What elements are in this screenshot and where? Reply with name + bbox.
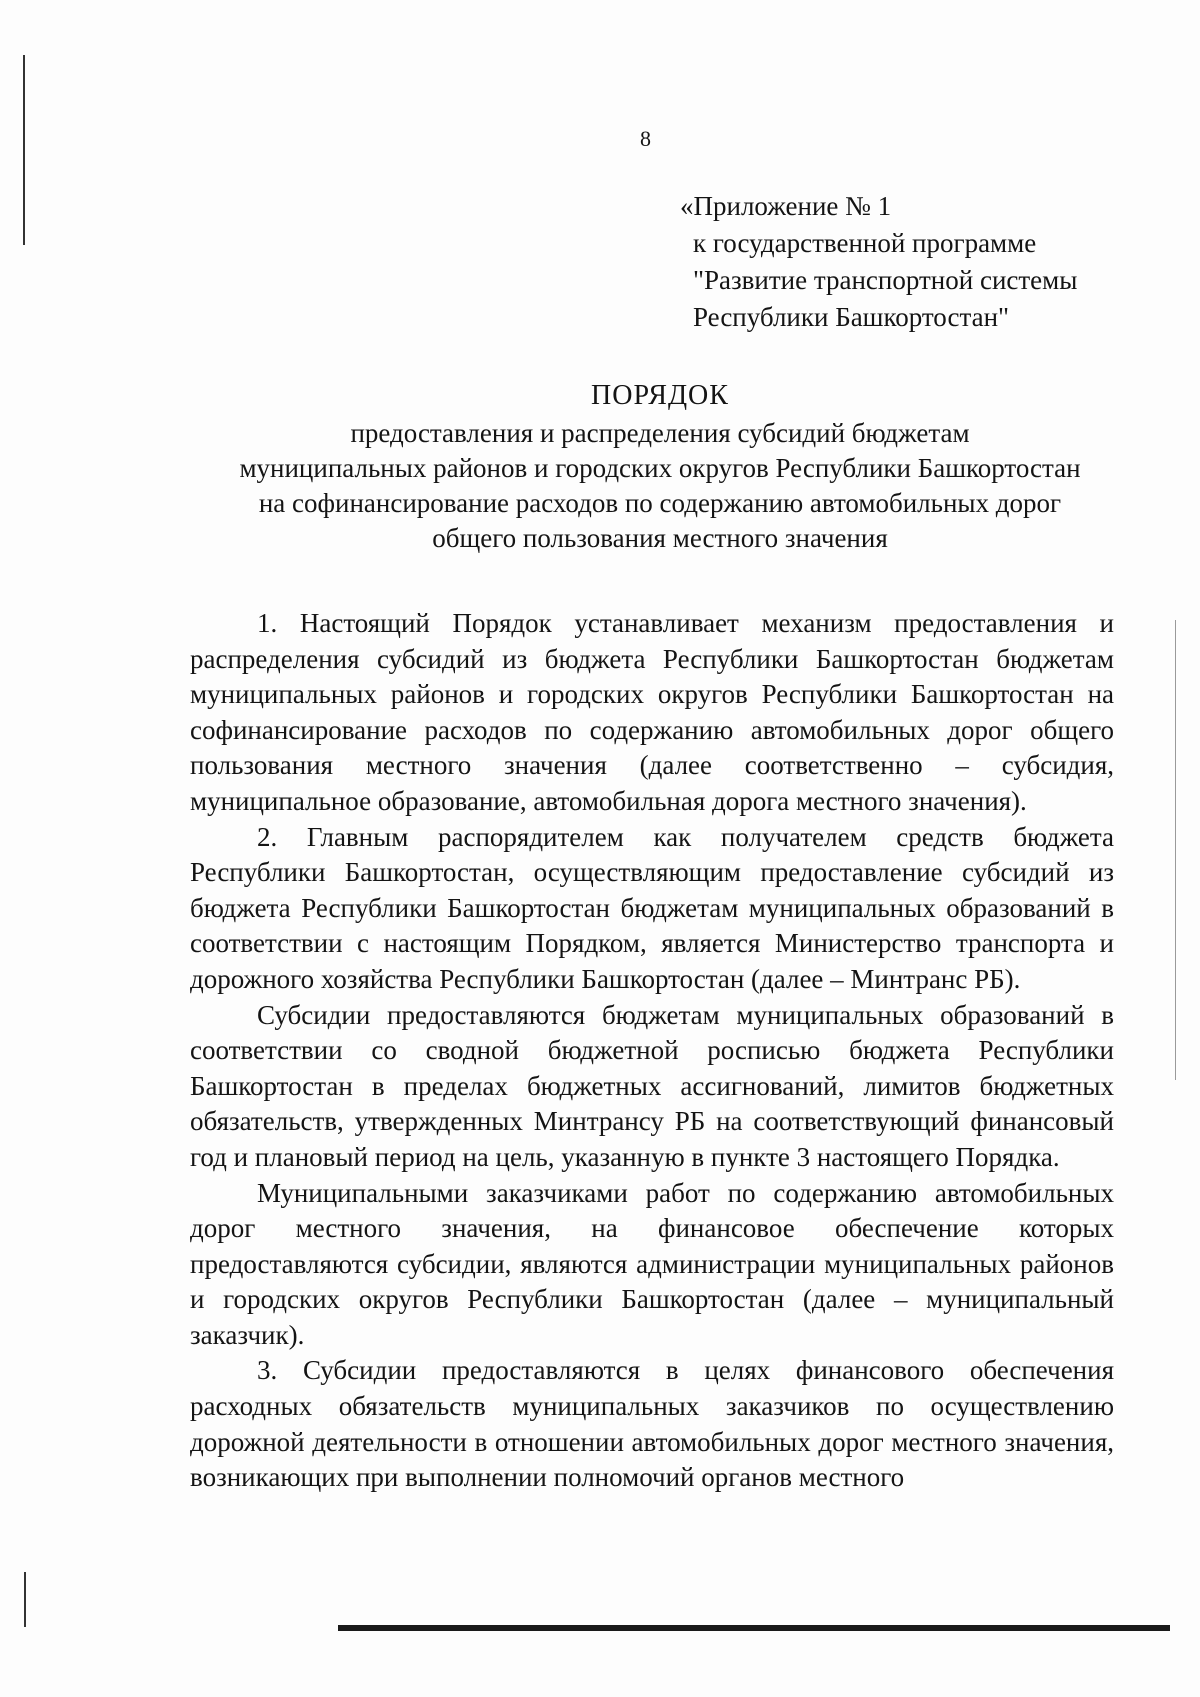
paragraph-subsidies: Субсидии предоставляются бюджетам муниципальных образований в соответствии со сводной бюджетной росписью бюджета Республики Башкортостан в пределах бюджетных ассигнований, лимитов бюджетных обязательств, утвержденных Минтрансу РБ на соответствующий финансовый год и плановый период на цель, указанную в пункте 3 настоящего Порядка. [190, 999, 1114, 1172]
scan-artifact-left-top [23, 55, 25, 245]
document-subtitle-line: предоставления и распределения субсидий бюджетам [350, 418, 970, 448]
scan-artifact-bottom [338, 1625, 1170, 1631]
scan-artifact-left-bottom [24, 1572, 26, 1627]
appendix-line: "Развитие транспортной системы [693, 265, 1078, 295]
document-title-block [190, 378, 1130, 556]
document-body [190, 606, 1114, 1496]
appendix-line: к государственной программе [693, 228, 1037, 258]
page-number: 8 [640, 126, 651, 151]
paragraph-item-3: 3. Субсидии предоставляются в целях финансового обеспечения расходных обязательств муниципальных заказчиков по осуществлению дорожной деятельности в отношении автомобильных дорог местного значения, возникающих при выполнении полномочий органов местного [190, 1355, 1114, 1493]
document-subtitle-line: на софинансирование расходов по содержанию автомобильных дорог [258, 488, 1062, 518]
document-subtitle-line: муниципальных районов и городских округов Республики Башкортостан [239, 453, 1081, 483]
document-title: ПОРЯДОК [591, 380, 729, 411]
paragraph-item-1: 1. Настоящий Порядок устанавливает механизм предоставления и распределения субсидий из бюджета Республики Башкортостан бюджетам муниципальных районов и городских округов Республики Башкортостан на софинансирование расходов по содержанию автомобильных дорог общего пользования местного значения (далее соответственно – субсидия, муниципальное образование, автомобильная дорога местного значения). [190, 608, 1114, 816]
paragraph-municipal-customers: Муниципальными заказчиками работ по содержанию автомобильных дорог местного значения, на финансовое обеспечение которых предоставляются субсидии, являются администрации муниципальных районов и городских округов Республики Башкортостан (далее – муниципальный заказчик). [190, 1177, 1114, 1350]
appendix-reference [680, 188, 1077, 336]
document-subtitle-line: общего пользования местного значения [432, 523, 888, 553]
appendix-line: «Приложение № 1 [680, 191, 892, 221]
paragraph-item-2: 2. Главным распорядителем как получателем средств бюджета Республики Башкортостан, осуществляющим предоставление субсидий из бюджета Республики Башкортостан бюджетам муниципальных образований в соответствии с настоящим Порядком, является Министерство транспорта и дорожного хозяйства Республики Башкортостан (далее – Минтранс РБ). [190, 821, 1114, 994]
appendix-line: Республики Башкортостан" [693, 302, 1010, 332]
scan-artifact-right [1175, 620, 1176, 1080]
